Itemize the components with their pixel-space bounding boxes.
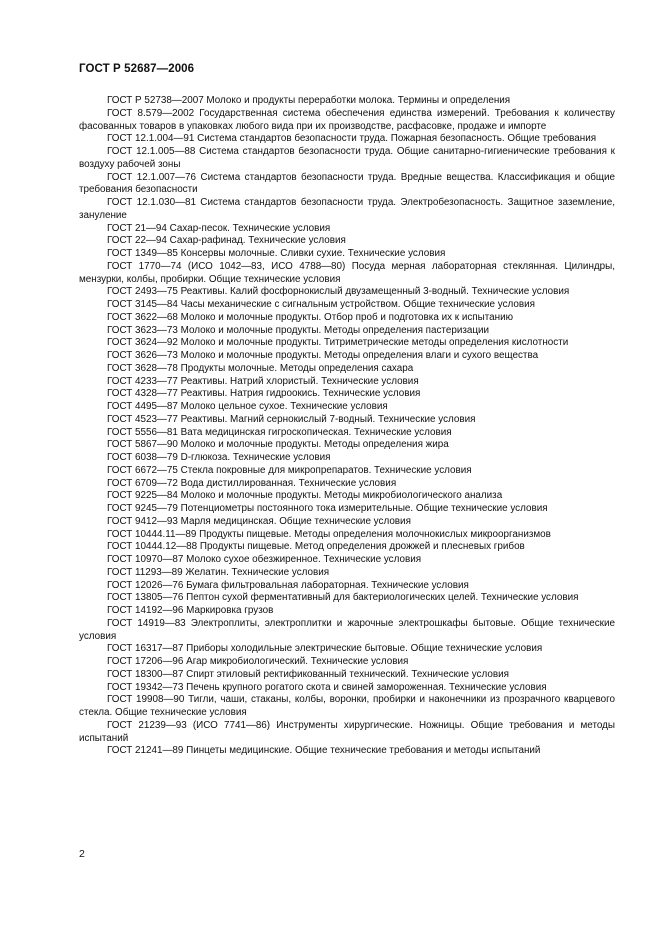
reference-entry: ГОСТ 19908—90 Тигли, чаши, стаканы, колбы, воронки, пробирки и наконечники из прозрачного кварцевого стекла. Общие технические условия (79, 694, 615, 718)
reference-entry: ГОСТ 10970—87 Молоко сухое обезжиренное. Технические условия (107, 554, 422, 565)
reference-entry: ГОСТ 17206—96 Агар микробиологический. Технические условия (107, 656, 409, 667)
reference-entry: ГОСТ Р 52738—2007 Молоко и продукты переработки молока. Термины и определения (107, 95, 511, 106)
reference-entry: ГОСТ 22—94 Сахар-рафинад. Технические условия (107, 235, 346, 247)
page-number: 2 (79, 848, 85, 860)
reference-entry: ГОСТ 10444.11—89 Продукты пищевые. Методы определения молочнокислых микроорганизмов (107, 528, 551, 540)
reference-entry: ГОСТ 6672—75 Стекла покровные для микропрепаратов. Технические условия (107, 464, 472, 476)
reference-entry: ГОСТ 14919—83 Электроплиты, электроплитки и жарочные электрошкафы бытовые. Общие технические условия (79, 617, 615, 642)
reference-entry: ГОСТ 19342—73 Печень крупного рогатого скота и свиней замороженная. Технические условия (107, 681, 547, 693)
reference-entry: ГОСТ 12026—76 Бумага фильтровальная лабораторная. Технические условия (107, 579, 469, 591)
reference-entry: ГОСТ 21—94 Сахар-песок. Технические условия (107, 222, 331, 234)
reference-entry: ГОСТ 12.1.004—91 Система стандартов безопасности труда. Пожарная безопасность. Общие требования (107, 133, 597, 145)
reference-entry: ГОСТ 21241—89 Пинцеты медицинские. Общие технические требования и методы испытаний (107, 745, 541, 757)
reference-entry: ГОСТ 2493—75 Реактивы. Калий фосфорнокислый двузамещенный 3-водный. Технические условия (107, 286, 570, 298)
reference-entry: ГОСТ 3624—92 Молоко и молочные продукты. Титриметрические методы определения кислотности (107, 337, 569, 349)
reference-entry: ГОСТ 9245—79 Потенциометры постоянного тока измерительные. Общие технические условия (107, 503, 548, 514)
reference-entry: ГОСТ 5556—81 Вата медицинская гигроскопическая. Технические условия (107, 426, 452, 438)
reference-entry: ГОСТ 21239—93 (ИСО 7741—86) Инструменты хирургические. Ножницы. Общие требования и методы испытаний (79, 719, 615, 744)
reference-entry: ГОСТ 9412—93 Марля медицинская. Общие технические условия (107, 515, 411, 527)
reference-entry: ГОСТ 3622—68 Молоко и молочные продукты. Отбор проб и подготовка их к испытанию (107, 311, 514, 323)
normative-references-list (79, 95, 615, 758)
reference-entry: ГОСТ 4233—77 Реактивы. Натрий хлористый. Технические условия (107, 375, 419, 387)
reference-entry: ГОСТ 9225—84 Молоко и молочные продукты. Методы микробиологического анализа (107, 490, 503, 502)
reference-entry: ГОСТ 3626—73 Молоко и молочные продукты. Методы определения влаги и сухого вещества (107, 350, 539, 361)
reference-entry: ГОСТ 10444.12—88 Продукты пищевые. Метод определения дрожжей и плесневых грибов (107, 541, 525, 553)
reference-entry: ГОСТ 14192—96 Маркировка грузов (107, 605, 274, 616)
reference-entry: ГОСТ 18300—87 Спирт этиловый ректификованный технический. Технические условия (107, 668, 509, 680)
reference-entry: ГОСТ 11293—89 Желатин. Технические условия (107, 566, 330, 578)
reference-entry: ГОСТ 3628—78 Продукты молочные. Методы определения сахара (107, 362, 414, 374)
reference-entry: ГОСТ 4523—77 Реактивы. Магний сернокислый 7-водный. Технические условия (107, 413, 476, 425)
reference-entry: ГОСТ 8.579—2002 Государственная система обеспечения единства измерений. Требования к количеству фасованных товаров в упаковках любого вида при их производстве, расфасовке, продаже и импорте (79, 107, 615, 132)
page-header-title: ГОСТ Р 52687—2006 (79, 63, 195, 75)
reference-entry: ГОСТ 6038—79 D-глюкоза. Технические условия (107, 452, 331, 463)
reference-entry: ГОСТ 13805—76 Пептон сухой ферментативный для бактериологических целей. Технические условия (107, 592, 579, 604)
reference-entry: ГОСТ 4328—77 Реактивы. Натрия гидроокись. Технические условия (107, 388, 421, 400)
reference-entry: ГОСТ 12.1.030—81 Система стандартов безопасности труда. Электробезопасность. Защитное заземление, зануление (79, 197, 615, 221)
reference-entry: ГОСТ 1770—74 (ИСО 1042—83, ИСО 4788—80) Посуда мерная лабораторная стеклянная. Цилиндры, мензурки, колбы, пробирки. Общие технические условия (79, 260, 615, 285)
reference-entry: ГОСТ 5867—90 Молоко и молочные продукты. Методы определения жира (107, 439, 449, 451)
reference-entry: ГОСТ 12.1.005—88 Система стандартов безопасности труда. Общие санитарно-гигиенические требования к воздуху рабочей зоны (79, 146, 615, 170)
reference-entry: ГОСТ 1349—85 Консервы молочные. Сливки сухие. Технические условия (107, 248, 446, 259)
reference-entry: ГОСТ 3623—73 Молоко и молочные продукты. Методы определения пастеризации (107, 324, 490, 336)
reference-entry: ГОСТ 4495—87 Молоко цельное сухое. Технические условия (107, 401, 388, 412)
reference-entry: ГОСТ 6709—72 Вода дистиллированная. Технические условия (107, 477, 397, 489)
reference-entry: ГОСТ 3145—84 Часы механические с сигнальным устройством. Общие технические условия (107, 299, 535, 310)
reference-entry: ГОСТ 12.1.007—76 Система стандартов безопасности труда. Вредные вещества. Классификация и общие требования безопасности (79, 171, 615, 196)
reference-entry: ГОСТ 16317—87 Приборы холодильные электрические бытовые. Общие технические условия (107, 643, 543, 655)
